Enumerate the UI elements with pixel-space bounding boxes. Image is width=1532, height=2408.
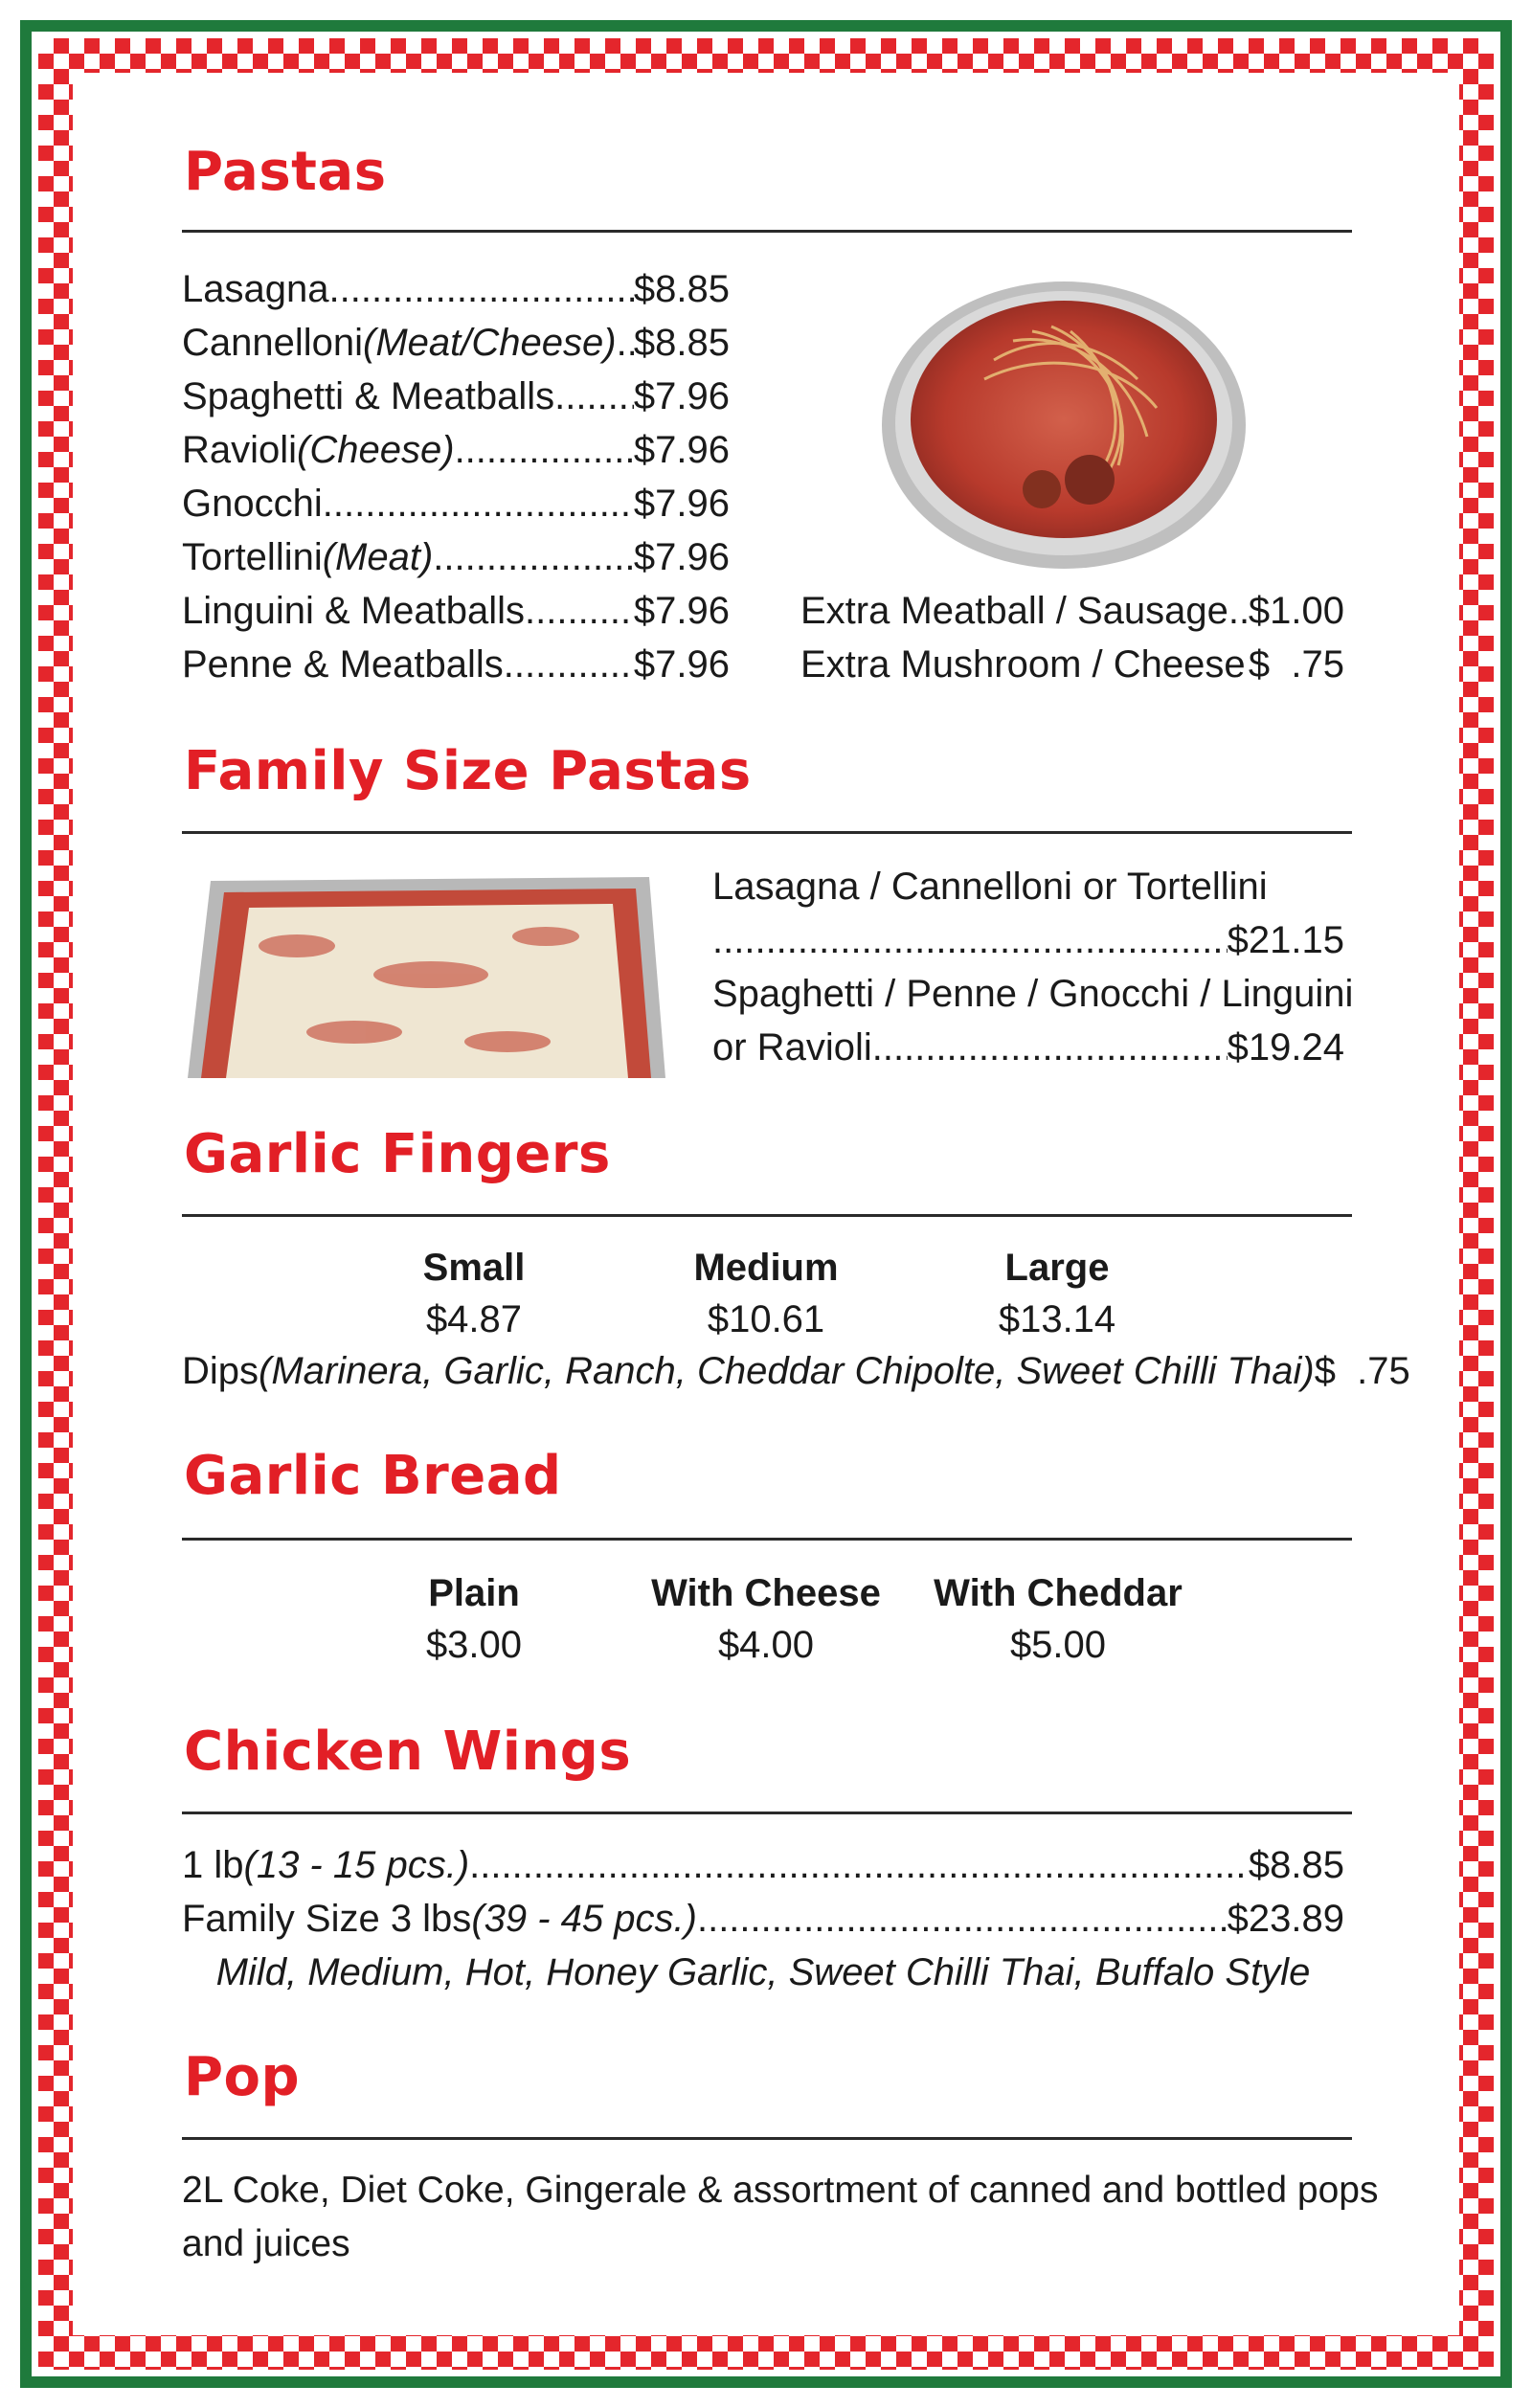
leader-dots [617, 316, 634, 370]
extra-mushroom [800, 638, 1344, 691]
pasta-price: $8.85 [633, 322, 730, 364]
size-medium-price: $10.61 [707, 1298, 825, 1340]
dips-row [182, 1344, 1410, 1398]
wings-rule [182, 1812, 1352, 1814]
leader-dots [712, 913, 1228, 967]
family-item-lasagna: Lasagna / Cannelloni or Tortellini [712, 866, 1268, 908]
wings-title: Chicken Wings [184, 1721, 632, 1783]
family-title: Family Size Pastas [184, 740, 752, 802]
wings-name: 1 lb [182, 1844, 244, 1886]
family-rule [182, 831, 1352, 834]
family-price-row-1 [712, 913, 1344, 967]
spaghetti-photo [879, 274, 1249, 573]
pasta-name: Lasagna [182, 268, 329, 310]
leader-dots [554, 370, 634, 423]
extra-name: Extra Meatball / Sausage [800, 590, 1228, 632]
pasta-price: $8.85 [633, 268, 730, 310]
pop-text [182, 2164, 1379, 2271]
pasta-note: (Meat/Cheese) [363, 322, 617, 364]
size-large-label: Large [1004, 1247, 1110, 1289]
wings-item-3lbs [182, 1892, 1344, 1946]
dips-note: (Marinera, Garlic, Ranch, Cheddar Chipolte, Sweet Chilli Thai) [259, 1350, 1315, 1392]
pasta-item-cannelloni [182, 316, 730, 370]
family-item-spaghetti: Spaghetti / Penne / Gnocchi / Linguini [712, 973, 1354, 1015]
pasta-price: $7.96 [633, 429, 730, 471]
pop-line-2: and juices [182, 2223, 350, 2264]
wings-price: $23.89 [1227, 1898, 1344, 1940]
leader-dots [469, 1838, 1249, 1892]
garlic-fingers-title: Garlic Fingers [184, 1123, 611, 1185]
leader-dots [323, 477, 634, 530]
pastas-list [182, 262, 730, 691]
garlic-fingers-rule [182, 1214, 1352, 1217]
pastas-extras [800, 584, 1344, 691]
leader-dots [525, 584, 634, 638]
pop-rule [182, 2137, 1352, 2140]
leader-dots [433, 530, 634, 584]
dips-price: $ .75 [1314, 1350, 1410, 1392]
extra-price: $1.00 [1248, 590, 1344, 632]
extra-name: Extra Mushroom / Cheese [800, 643, 1246, 686]
bread-plain-price: $3.00 [425, 1624, 523, 1666]
pasta-price: $7.96 [633, 536, 730, 578]
pasta-item-spaghetti [182, 370, 730, 423]
pasta-name: Ravioli [182, 429, 298, 471]
pastas-rule [182, 230, 1352, 233]
dips-label: Dips [182, 1350, 259, 1392]
bread-cheese-price: $4.00 [717, 1624, 815, 1666]
pasta-item-penne [182, 638, 730, 691]
extra-price: $ .75 [1248, 643, 1344, 686]
size-medium-label: Medium [693, 1247, 839, 1289]
leader-dots [504, 638, 634, 691]
pastas-title: Pastas [184, 141, 387, 203]
pasta-name: Tortellini [182, 536, 323, 578]
lasagna-photo [182, 869, 670, 1078]
pasta-note: (Cheese) [297, 429, 455, 471]
lasagna-image [182, 869, 670, 1078]
family-price-row-2 [712, 1021, 1344, 1074]
pasta-name: Cannelloni [182, 322, 364, 364]
pasta-price: $7.96 [633, 375, 730, 417]
leader-dots [1228, 584, 1249, 638]
extra-meatball [800, 584, 1344, 638]
wings-note: (39 - 45 pcs.) [471, 1898, 697, 1940]
size-small-label: Small [422, 1247, 526, 1289]
bread-cheddar-label: With Cheddar [934, 1572, 1183, 1614]
garlic-bread-rule [182, 1538, 1352, 1541]
garlic-bread-title: Garlic Bread [184, 1445, 562, 1507]
wings-note: (13 - 15 pcs.) [243, 1844, 470, 1886]
pasta-item-lasagna [182, 262, 730, 316]
pasta-price: $7.96 [633, 483, 730, 525]
wings-flavours: Mild, Medium, Hot, Honey Garlic, Sweet Chilli Thai, Buffalo Style [215, 1951, 1311, 1993]
pop-title: Pop [184, 2046, 301, 2108]
pasta-price: $7.96 [633, 590, 730, 632]
family-item-ravioli: or Ravioli [712, 1026, 872, 1069]
pasta-name: Gnocchi [182, 483, 323, 525]
family-list [712, 860, 1354, 1074]
leader-dots [872, 1021, 1228, 1074]
wings-name: Family Size 3 lbs [182, 1898, 472, 1940]
wings-list [182, 1838, 1344, 1999]
pasta-item-gnocchi [182, 477, 730, 530]
pasta-name: Spaghetti & Meatballs [182, 375, 555, 417]
pasta-price: $7.96 [633, 643, 730, 686]
pasta-item-linguini [182, 584, 730, 638]
pasta-note: (Meat) [322, 536, 434, 578]
leader-dots [455, 423, 634, 477]
wings-price: $8.85 [1248, 1844, 1344, 1886]
pop-line-1: 2L Coke, Diet Coke, Gingerale & assortment of canned and bottled pops [182, 2170, 1379, 2211]
bread-plain-label: Plain [428, 1572, 520, 1614]
pasta-name: Linguini & Meatballs [182, 590, 525, 632]
spaghetti-image [879, 274, 1249, 573]
leader-dots [697, 1892, 1228, 1946]
bread-cheese-label: With Cheese [651, 1572, 881, 1614]
wings-item-1lb [182, 1838, 1344, 1892]
pasta-item-tortellini [182, 530, 730, 584]
pasta-name: Penne & Meatballs [182, 643, 504, 686]
family-price: $19.24 [1227, 1026, 1344, 1069]
bread-cheddar-price: $5.00 [1009, 1624, 1107, 1666]
leader-dots [328, 262, 633, 316]
size-large-price: $13.14 [998, 1298, 1116, 1340]
family-price: $21.15 [1227, 919, 1344, 961]
pasta-item-ravioli [182, 423, 730, 477]
size-small-price: $4.87 [425, 1298, 523, 1340]
